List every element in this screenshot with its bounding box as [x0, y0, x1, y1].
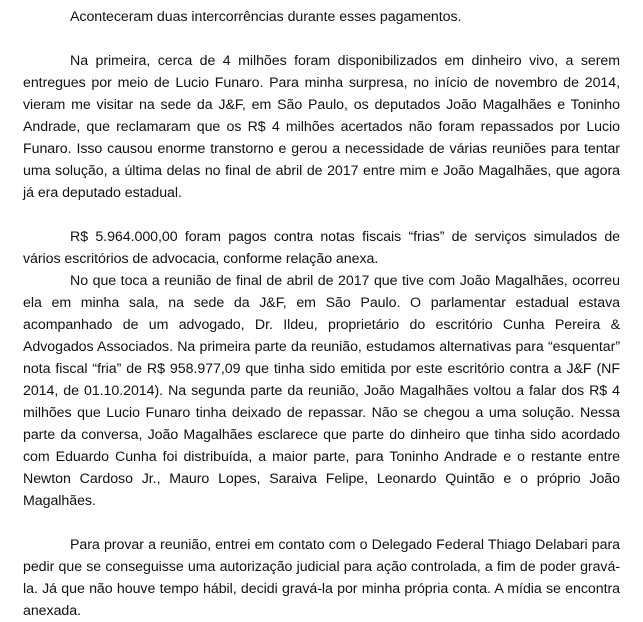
paragraph-meeting: No que toca a reunião de final de abril de 2017 que tive com João Magalhães, ocorreu ela em minha sala, na sede da J&F, em São Paulo. O parlamentar estadual estava acompanhado de um advogado, Dr. Ildeu, proprietário do escritório Cunha Pereira & Advogados Associados. Na primeira parte da reunião, estudamos alternativas para “esquentar” nota fiscal “fria” de R$ 958.977,09 que tinha sido emitida por este escritório contra a J&F (NF 2014, de 01.10.2014). Na segunda parte da reunião, João Magalhães voltou a falar dos R$ 4 milhões que Lucio Funaro tinha deixado de repassar. Não se chegou a uma solução. Nessa parte da conversa, João Magalhães esclarece que parte do dinheiro que tinha sido acordado com Eduardo Cunha foi distribuída, a maior parte, para Toninho Andrade e o restante entre Newton Cardoso Jr., Mauro Lopes, Saraiva Felipe, Leonardo Quintão e o próprio João Magalhães. — [23, 273, 620, 509]
paragraph-first-incident: Na primeira, cerca de 4 milhões foram disponibilizados em dinheiro vivo, a serem entregues por meio de Lucio Funaro. Para minha surpresa, no início de novembro de 2014, vieram me visitar na sede da J&F, em São Paulo, os deputados João Magalhães e Toninho Andrade, que reclamaram que os R$ 4 milhões acertados não foram repassados por Lucio Funaro. Isso causou enorme transtorno e gerou a necessidade de várias reuniões para tentar uma solução, a última delas no final de abril de 2017 entre mim e João Magalhães, que agora já era deputado estadual. — [23, 53, 620, 201]
paragraph-recording: Para provar a reunião, entrei em contato com o Delegado Federal Thiago Delabari para pedir que se conseguisse uma autorização judicial para ação controlada, a fim de poder gravá-la. Já que não houve tempo hábil, decidi gravá-la por minha própria conta. A mídia se encontra anexada. — [23, 537, 620, 619]
paragraph-intro: Aconteceram duas intercorrências durante esses pagamentos. — [70, 9, 462, 25]
paragraph-invoices: R$ 5.964.000,00 foram pagos contra notas fiscais “frias” de serviços simulados de vários escritórios de advocacia, conforme relação anexa. — [23, 229, 620, 267]
